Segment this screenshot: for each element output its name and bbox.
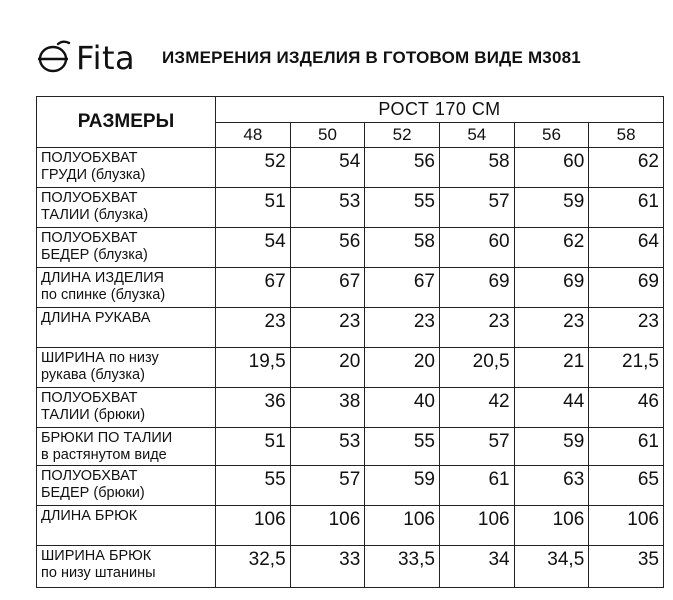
measurement-value: 69 [589, 268, 664, 308]
size-header-cell: 50 [290, 123, 365, 148]
measurement-value: 53 [290, 428, 365, 466]
measurement-label [37, 268, 216, 308]
measurement-value: 106 [589, 506, 664, 546]
measurement-value: 62 [589, 148, 664, 188]
measurement-value: 61 [589, 428, 664, 466]
size-chart-table [36, 96, 664, 588]
measurement-label-line-1: ПОЛУОБХВАТ [41, 230, 138, 246]
measurement-value: 23 [514, 308, 589, 348]
measurement-label [37, 148, 216, 188]
measurement-value: 61 [589, 188, 664, 228]
measurement-label-line-1: ДЛИНА РУКАВА [41, 310, 151, 326]
size-header-cell: 52 [365, 123, 440, 148]
brand-logo [36, 36, 156, 80]
measurement-value: 58 [365, 228, 440, 268]
measurement-value: 20 [365, 348, 440, 388]
measurement-value: 23 [290, 308, 365, 348]
measurement-value: 59 [514, 428, 589, 466]
measurement-value: 67 [216, 268, 291, 308]
measurement-value: 55 [365, 428, 440, 466]
measurement-label-line-2: ТАЛИИ (блузка) [41, 207, 149, 223]
measurement-value: 32,5 [216, 546, 291, 588]
measurement-value: 34 [439, 546, 514, 588]
measurement-value: 57 [290, 466, 365, 506]
measurement-label-line-2: БЕДЕР (брюки) [41, 485, 145, 501]
measurement-value: 53 [290, 188, 365, 228]
measurement-label [37, 506, 216, 546]
table-row [37, 506, 664, 546]
measurement-value: 56 [365, 148, 440, 188]
measurement-label [37, 228, 216, 268]
table-row [37, 148, 664, 188]
size-header-cell: 54 [439, 123, 514, 148]
fita-logo-icon [36, 36, 76, 80]
measurement-value: 57 [439, 188, 514, 228]
measurement-value: 69 [514, 268, 589, 308]
table-row [37, 188, 664, 228]
measurement-label-line-2: по низу штанины [41, 565, 156, 581]
measurement-value: 40 [365, 388, 440, 428]
measurement-value: 61 [439, 466, 514, 506]
measurement-value: 51 [216, 188, 291, 228]
measurement-value: 33,5 [365, 546, 440, 588]
measurement-value: 55 [216, 466, 291, 506]
table-row [37, 228, 664, 268]
measurement-value: 62 [514, 228, 589, 268]
measurement-value: 35 [589, 546, 664, 588]
measurement-value: 60 [514, 148, 589, 188]
measurement-label [37, 308, 216, 348]
measurement-value: 106 [290, 506, 365, 546]
measurement-value: 54 [290, 148, 365, 188]
measurement-value: 42 [439, 388, 514, 428]
measurement-label-line-2: БЕДЕР (блузка) [41, 247, 148, 263]
measurement-value: 21,5 [589, 348, 664, 388]
measurement-value: 55 [365, 188, 440, 228]
measurement-value: 65 [589, 466, 664, 506]
measurement-value: 63 [514, 466, 589, 506]
measurement-value: 20,5 [439, 348, 514, 388]
measurement-value: 67 [365, 268, 440, 308]
measurement-label-line-1: ДЛИНА БРЮК [41, 508, 138, 524]
measurement-value: 23 [439, 308, 514, 348]
measurement-value: 20 [290, 348, 365, 388]
measurement-value: 69 [439, 268, 514, 308]
measurement-value: 19,5 [216, 348, 291, 388]
size-header-cell: 58 [589, 123, 664, 148]
measurement-label-line-2: ТАЛИИ (брюки) [41, 407, 146, 423]
measurement-label [37, 428, 216, 466]
measurement-value: 23 [589, 308, 664, 348]
measurement-value: 38 [290, 388, 365, 428]
measurement-label [37, 466, 216, 506]
measurement-label [37, 388, 216, 428]
measurement-value: 54 [216, 228, 291, 268]
measurement-value: 106 [439, 506, 514, 546]
measurement-value: 64 [589, 228, 664, 268]
measurement-label [37, 188, 216, 228]
measurement-value: 36 [216, 388, 291, 428]
brand-name: Fita [76, 39, 136, 77]
measurement-value: 46 [589, 388, 664, 428]
header [36, 30, 656, 90]
measurement-value: 56 [290, 228, 365, 268]
measurement-value: 60 [439, 228, 514, 268]
measurement-label [37, 348, 216, 388]
measurement-label-line-1: ПОЛУОБХВАТ [41, 468, 138, 484]
table-row [37, 308, 664, 348]
measurement-label [37, 546, 216, 588]
table-row [37, 428, 664, 466]
measurement-label-line-1: ПОЛУОБХВАТ [41, 190, 138, 206]
size-header-cell: 48 [216, 123, 291, 148]
measurement-value: 23 [216, 308, 291, 348]
table-row [37, 388, 664, 428]
measurement-value: 67 [290, 268, 365, 308]
measurement-label-line-1: ПОЛУОБХВАТ [41, 390, 138, 406]
measurement-label-line-1: ШИРИНА по низу [41, 350, 159, 366]
measurement-label-line-2: в растянутом виде [41, 447, 167, 463]
measurement-value: 21 [514, 348, 589, 388]
measurement-value: 59 [514, 188, 589, 228]
measurement-value: 51 [216, 428, 291, 466]
measurement-value: 23 [365, 308, 440, 348]
measurement-label-line-1: ДЛИНА ИЗДЕЛИЯ [41, 270, 165, 286]
measurement-value: 57 [439, 428, 514, 466]
measurement-value: 52 [216, 148, 291, 188]
table-row [37, 348, 664, 388]
size-header-cell: 56 [514, 123, 589, 148]
measurement-value: 33 [290, 546, 365, 588]
measurement-label-line-2: ГРУДИ (блузка) [41, 167, 146, 183]
measurement-value: 34,5 [514, 546, 589, 588]
measurement-label-line-2: рукава (блузка) [41, 367, 145, 383]
measurement-value: 106 [216, 506, 291, 546]
table-row [37, 546, 664, 588]
measurement-label-line-2: по спинке (блузка) [41, 287, 166, 303]
measurement-label-line-1: ШИРИНА БРЮК [41, 548, 152, 564]
measurement-value: 44 [514, 388, 589, 428]
measurement-value: 58 [439, 148, 514, 188]
table-row [37, 268, 664, 308]
measurement-value: 106 [365, 506, 440, 546]
document-title: ИЗМЕРЕНИЯ ИЗДЕЛИЯ В ГОТОВОМ ВИДЕ М3081 [162, 48, 581, 67]
measurement-value: 59 [365, 466, 440, 506]
table-row [37, 466, 664, 506]
height-header: РОСТ 170 СМ [216, 97, 664, 123]
measurement-label-line-1: ПОЛУОБХВАТ [41, 150, 138, 166]
measurement-value: 106 [514, 506, 589, 546]
measurement-label-line-1: БРЮКИ ПО ТАЛИИ [41, 430, 173, 446]
sizes-header: РАЗМЕРЫ [37, 97, 216, 148]
